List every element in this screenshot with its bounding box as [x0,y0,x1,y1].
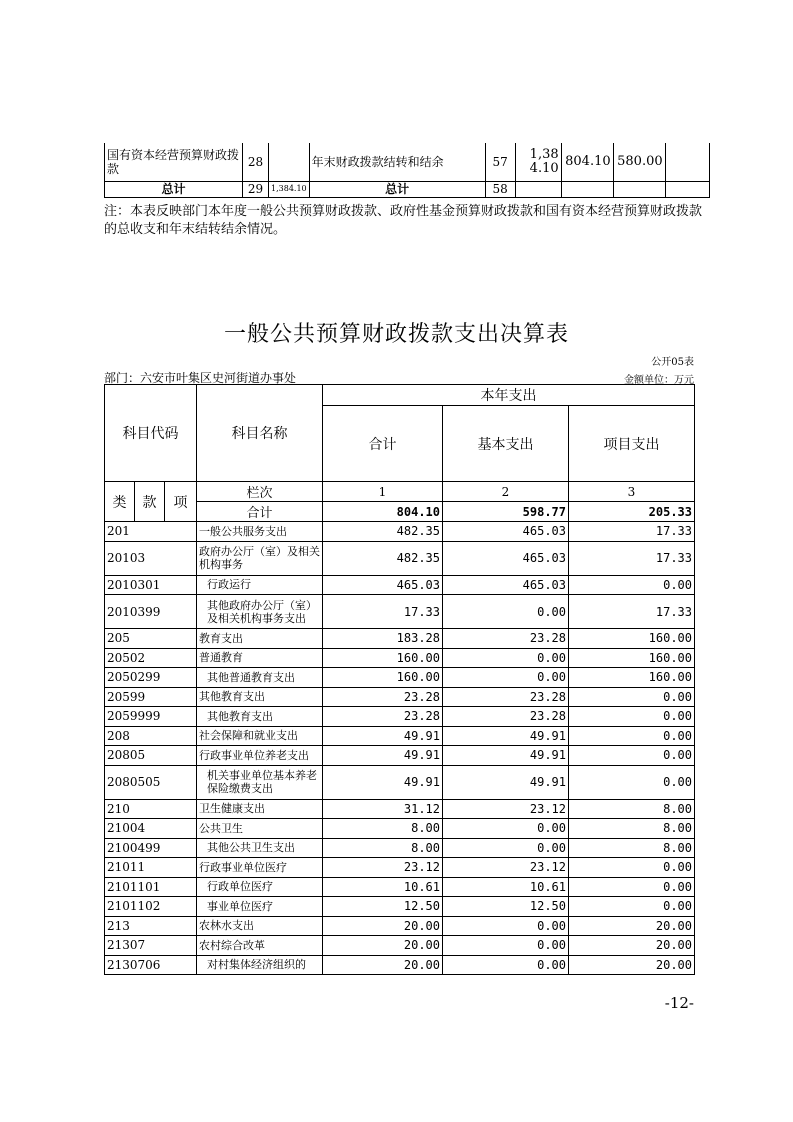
amount-total: 183.28 [323,629,443,649]
department-label: 部门：六安市叶集区史河街道办事处 [104,371,297,385]
table-row [105,575,695,595]
subject-code: 20805 [105,746,197,766]
subject-name: 对村集体经济组织的 [197,955,323,975]
amount-project: 0.00 [569,687,695,707]
header-project: 项目支出 [569,406,695,482]
table-row [105,522,695,542]
amount-basic: 0.00 [443,668,569,688]
amount-total: 20.00 [323,955,443,975]
subject-name: 行政事业单位医疗 [197,858,323,878]
col-number-3: 3 [569,482,695,502]
sum-label: 合计 [197,502,323,522]
amount-total: 8.00 [323,819,443,839]
amount-basic: 49.91 [443,746,569,766]
amount-total: 465.03 [323,575,443,595]
amount-total: 49.91 [323,765,443,799]
amount-project: 0.00 [569,765,695,799]
amount-total: 23.28 [323,707,443,727]
subject-name: 其他公共卫生支出 [197,838,323,858]
sum-project: 205.33 [569,502,695,522]
amount-total: 49.91 [323,746,443,766]
amount-basic: 23.28 [443,629,569,649]
subject-name: 机关事业单位基本养老保险缴费支出 [197,765,323,799]
amount-basic: 0.00 [443,819,569,839]
amount-project: 0.00 [569,575,695,595]
table-row [105,897,695,917]
subject-code: 205 [105,629,197,649]
header-code: 科目代码 [105,385,197,482]
subject-name: 其他政府办公厅（室）及相关机构事务支出 [197,595,323,629]
row-value-4 [665,143,709,181]
subject-name: 农村综合改革 [197,936,323,956]
amount-project: 0.00 [569,726,695,746]
header-kuan: 款 [135,482,165,522]
amount-basic: 0.00 [443,955,569,975]
amount-total: 17.33 [323,595,443,629]
amount-basic: 49.91 [443,765,569,799]
amount-total: 49.91 [323,726,443,746]
subject-code: 2010301 [105,575,197,595]
subject-code: 21307 [105,936,197,956]
amount-project: 8.00 [569,838,695,858]
subject-name: 行政单位医疗 [197,877,323,897]
amount-basic: 465.03 [443,522,569,542]
subject-code: 20103 [105,541,197,575]
sum-total: 804.10 [323,502,443,522]
amount-basic: 0.00 [443,595,569,629]
table-note: 注：本表反映部门本年度一般公共预算财政拨款、政府性基金预算财政拨款和国有资本经营预算财政拨款的总收支和年末结转结余情况。 [104,204,703,237]
table-row [105,838,695,858]
subject-code: 2101102 [105,897,197,917]
table-row [105,707,695,727]
amount-total: 482.35 [323,522,443,542]
subject-name: 行政运行 [197,575,323,595]
table-row [105,668,695,688]
amount-project: 8.00 [569,799,695,819]
table-row [105,541,695,575]
expenditure-table [104,384,695,975]
amount-total: 23.12 [323,858,443,878]
subject-code: 2130706 [105,955,197,975]
amount-basic: 23.12 [443,858,569,878]
table-row [105,877,695,897]
subject-code: 201 [105,522,197,542]
amount-project: 8.00 [569,819,695,839]
table-row [105,858,695,878]
table-row [105,916,695,936]
unit-label: 金额单位：万元 [624,375,694,386]
row-line-number-2: 57 [485,143,515,181]
subject-code: 213 [105,916,197,936]
amount-project: 17.33 [569,541,695,575]
table-row [105,955,695,975]
amount-total: 31.12 [323,799,443,819]
amount-basic: 23.28 [443,707,569,727]
row-label: 国有资本经营预算财政拨款 [105,143,243,181]
form-code: 公开05表 [651,357,694,368]
amount-project: 20.00 [569,916,695,936]
amount-basic: 0.00 [443,648,569,668]
amount-basic: 23.28 [443,687,569,707]
table-row [105,819,695,839]
amount-basic: 49.91 [443,726,569,746]
amount-project: 17.33 [569,522,695,542]
header-group: 本年支出 [323,385,695,406]
table-row [105,629,695,649]
subject-name: 事业单位医疗 [197,897,323,917]
subject-name: 公共卫生 [197,819,323,839]
amount-basic: 465.03 [443,575,569,595]
subject-code: 21004 [105,819,197,839]
amount-project: 0.00 [569,746,695,766]
amount-basic: 12.50 [443,897,569,917]
amount-basic: 0.00 [443,936,569,956]
total-label: 总计 [105,181,243,197]
subject-name: 卫生健康支出 [197,799,323,819]
amount-basic: 0.00 [443,838,569,858]
table-row [105,799,695,819]
subject-name: 其他普通教育支出 [197,668,323,688]
subject-name: 农林水支出 [197,916,323,936]
page-title: 一般公共预算财政拨款支出决算表 [223,322,569,347]
amount-project: 160.00 [569,668,695,688]
row-value-1: 1,384.10 [515,143,561,181]
subject-code: 210 [105,799,197,819]
amount-basic: 465.03 [443,541,569,575]
subject-name: 教育支出 [197,629,323,649]
subject-name: 政府办公厅（室）及相关机构事务 [197,541,323,575]
amount-project: 0.00 [569,707,695,727]
amount-total: 8.00 [323,838,443,858]
subject-code: 2101101 [105,877,197,897]
amount-total: 160.00 [323,648,443,668]
subject-code: 21011 [105,858,197,878]
subject-code: 2059999 [105,707,197,727]
amount-project: 17.33 [569,595,695,629]
table-row [105,936,695,956]
amount-total: 23.28 [323,687,443,707]
total-line-number: 29 [243,181,269,197]
header-basic: 基本支出 [443,406,569,482]
amount-project: 160.00 [569,648,695,668]
table-row [105,648,695,668]
subject-name: 其他教育支出 [197,687,323,707]
row-item: 年末财政拨款结转和结余 [309,143,485,181]
subject-code: 20599 [105,687,197,707]
amount-project: 20.00 [569,955,695,975]
total-item: 总计 [309,181,485,197]
total-amount: 1,384.10 [269,181,310,197]
subject-code: 2100499 [105,838,197,858]
subject-code: 2080505 [105,765,197,799]
subject-code: 2010399 [105,595,197,629]
amount-project: 160.00 [569,629,695,649]
col-number-2: 2 [443,482,569,502]
amount-total: 20.00 [323,916,443,936]
header-name: 科目名称 [197,385,323,482]
row-value-3: 580.00 [613,143,665,181]
header-total: 合计 [323,406,443,482]
col-number-1: 1 [323,482,443,502]
subject-code: 208 [105,726,197,746]
page-number: -12- [664,994,694,1012]
total-line-number-2: 58 [485,181,515,197]
table-row [105,746,695,766]
subject-code: 2050299 [105,668,197,688]
sum-basic: 598.77 [443,502,569,522]
subject-name: 社会保障和就业支出 [197,726,323,746]
subject-name: 其他教育支出 [197,707,323,727]
amount-total: 10.61 [323,877,443,897]
table-row [105,726,695,746]
amount-total: 160.00 [323,668,443,688]
row-amount [269,143,310,181]
table-row [105,687,695,707]
row-value-2: 804.10 [561,143,613,181]
header-lanci: 栏次 [197,482,323,502]
header-xiang: 项 [165,482,197,522]
row-line-number: 28 [243,143,269,181]
subject-code: 20502 [105,648,197,668]
amount-total: 20.00 [323,936,443,956]
amount-total: 482.35 [323,541,443,575]
subject-name: 普通教育 [197,648,323,668]
amount-basic: 10.61 [443,877,569,897]
table-row [105,765,695,799]
header-lei: 类 [105,482,135,522]
table-row [105,595,695,629]
amount-basic: 23.12 [443,799,569,819]
amount-project: 20.00 [569,936,695,956]
income-expense-table-continued [104,143,710,198]
amount-project: 0.00 [569,858,695,878]
subject-name: 行政事业单位养老支出 [197,746,323,766]
amount-total: 12.50 [323,897,443,917]
subject-name: 一般公共服务支出 [197,522,323,542]
amount-basic: 0.00 [443,916,569,936]
amount-project: 0.00 [569,897,695,917]
amount-project: 0.00 [569,877,695,897]
